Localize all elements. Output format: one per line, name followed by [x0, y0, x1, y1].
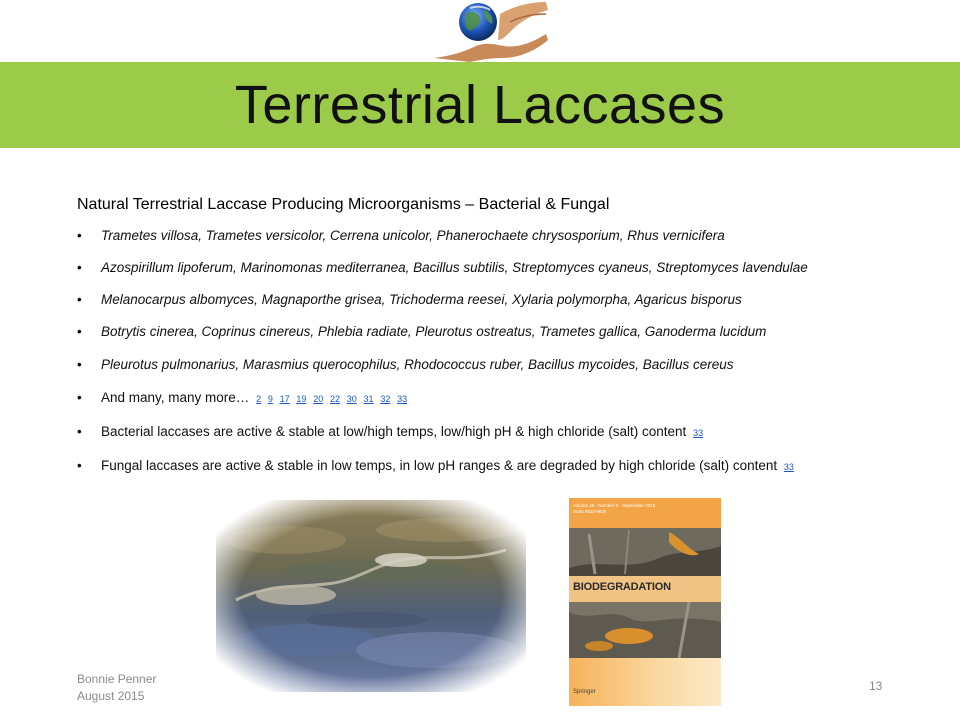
reference-links	[690, 424, 703, 439]
cover-publisher: Springer	[573, 689, 596, 695]
cover-photo-top	[569, 528, 721, 576]
bullet-item: • Azospirillum lipoferum, Marinomonas mediterranea, Bacillus subtilis, Streptomyces cyaneus, Streptomyces lavendulae	[77, 260, 957, 292]
cover-photo-bottom	[569, 602, 721, 658]
reference-links	[781, 458, 794, 473]
cover-header	[569, 498, 721, 528]
page-number: 13	[869, 679, 883, 693]
cover-title: BIODEGRADATION	[573, 581, 671, 593]
reference-link[interactable]: 33	[693, 428, 704, 438]
reference-link[interactable]: 33	[397, 394, 408, 404]
reference-link[interactable]: 9	[267, 394, 273, 404]
reference-link[interactable]: 31	[363, 394, 374, 404]
bullet-item: • Pleurotus pulmonarius, Marasmius querocophilus, Rhodococcus ruber, Bacillus mycoides, Bacillus cereus	[77, 357, 957, 390]
bullet-item: • Trametes villosa, Trametes versicolor, Cerrena unicolor, Phanerochaete chrysosporium, Rhus vernicifera	[77, 228, 957, 260]
bullet-item: • And many, many more… 2 9 17 19 20 22 30 31 32 33	[77, 390, 957, 424]
bullet-item: • Botrytis cinerea, Coprinus cinereus, Phlebia radiate, Pleurotus ostreatus, Trametes gallica, Ganoderma lucidum	[77, 324, 957, 357]
reference-link[interactable]: 22	[329, 394, 340, 404]
bullet-item: • Bacterial laccases are active & stable at low/high temps, low/high pH & high chloride (salt) content 33	[77, 424, 957, 458]
reference-link[interactable]: 30	[346, 394, 357, 404]
reference-link[interactable]: 32	[380, 394, 391, 404]
bullet-item: • Melanocarpus albomyces, Magnaporthe grisea, Trichoderma reesei, Xylaria polymorpha, Agaricus bisporus	[77, 292, 957, 324]
journal-cover	[569, 498, 721, 706]
cover-issue: Volume 26 · Number 5 · September 2015	[573, 503, 656, 508]
reference-link[interactable]: 17	[279, 394, 290, 404]
slide-title: Terrestrial Laccases	[234, 75, 726, 135]
cover-meta	[573, 503, 655, 515]
author-name: Bonnie Penner	[77, 672, 157, 686]
cover-issn: ISSN 0923-9820	[573, 509, 607, 514]
reference-link[interactable]: 33	[783, 462, 794, 472]
reference-link[interactable]: 19	[296, 394, 307, 404]
reference-link[interactable]: 20	[313, 394, 324, 404]
river-photo	[216, 500, 526, 692]
bullet-item: • Fungal laccases are active & stable in low temps, in low pH ranges & are degraded by high chloride (salt) content 33	[77, 458, 957, 488]
footer-author	[77, 671, 156, 705]
presentation-date: August 2015	[77, 689, 145, 703]
reference-links	[253, 390, 407, 405]
bullet-list	[77, 228, 957, 488]
earth-in-hands-icon	[430, 0, 550, 64]
reference-link[interactable]: 2	[256, 394, 262, 404]
section-subtitle: Natural Terrestrial Laccase Producing Microorganisms – Bacterial & Fungal	[77, 196, 610, 213]
